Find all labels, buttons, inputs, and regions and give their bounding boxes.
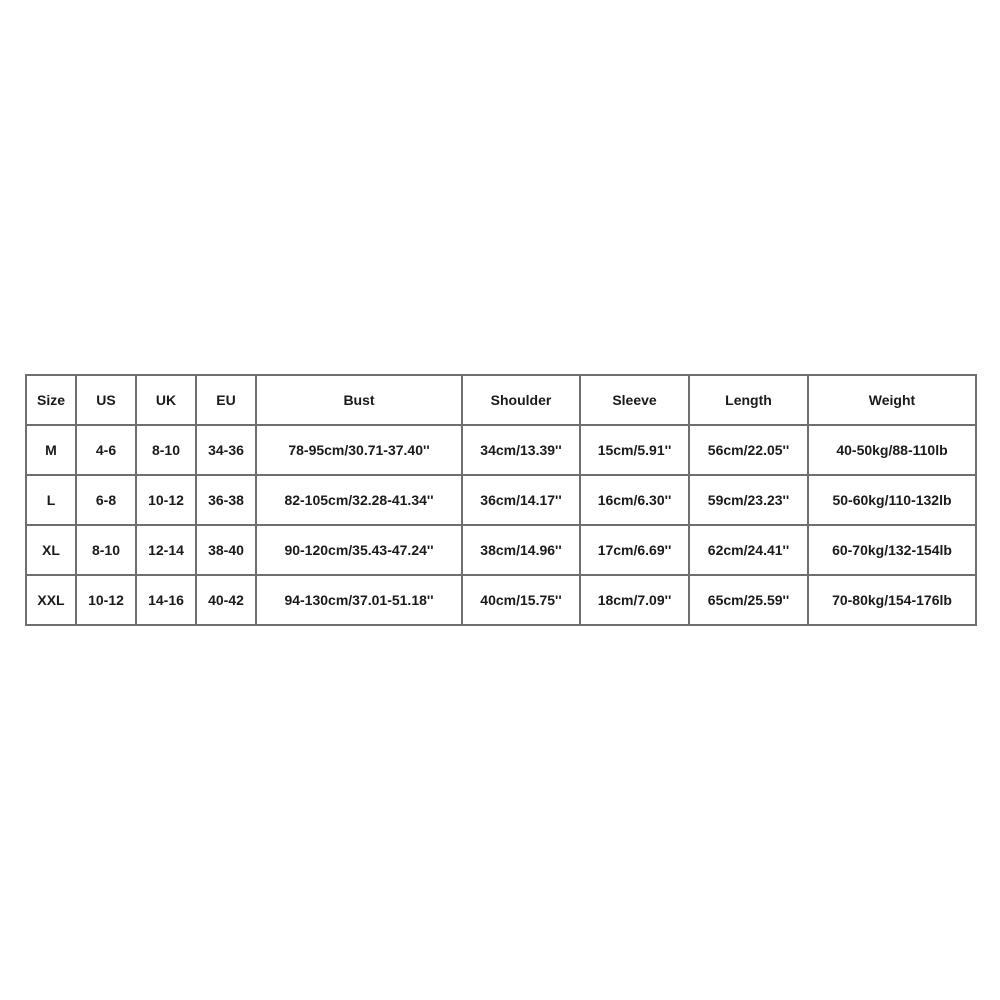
cell-eu: 40-42 (196, 575, 256, 625)
cell-shoulder: 36cm/14.17'' (462, 475, 580, 525)
cell-us: 4-6 (76, 425, 136, 475)
table-row (26, 425, 976, 475)
cell-size: XXL (26, 575, 76, 625)
header-sleeve: Sleeve (580, 375, 689, 425)
cell-bust: 94-130cm/37.01-51.18'' (256, 575, 462, 625)
cell-length: 62cm/24.41'' (689, 525, 808, 575)
table-row (26, 575, 976, 625)
header-size: Size (26, 375, 76, 425)
cell-weight: 60-70kg/132-154lb (808, 525, 976, 575)
cell-weight: 40-50kg/88-110lb (808, 425, 976, 475)
cell-uk: 10-12 (136, 475, 196, 525)
cell-bust: 82-105cm/32.28-41.34'' (256, 475, 462, 525)
cell-bust: 78-95cm/30.71-37.40'' (256, 425, 462, 475)
size-chart (25, 374, 975, 625)
cell-length: 65cm/25.59'' (689, 575, 808, 625)
cell-eu: 34-36 (196, 425, 256, 475)
cell-sleeve: 16cm/6.30'' (580, 475, 689, 525)
cell-us: 6-8 (76, 475, 136, 525)
header-shoulder: Shoulder (462, 375, 580, 425)
cell-size: L (26, 475, 76, 525)
cell-eu: 38-40 (196, 525, 256, 575)
cell-shoulder: 34cm/13.39'' (462, 425, 580, 475)
cell-uk: 14-16 (136, 575, 196, 625)
header-weight: Weight (808, 375, 976, 425)
table-row (26, 475, 976, 525)
cell-us: 8-10 (76, 525, 136, 575)
cell-weight: 50-60kg/110-132lb (808, 475, 976, 525)
header-bust: Bust (256, 375, 462, 425)
header-eu: EU (196, 375, 256, 425)
cell-sleeve: 18cm/7.09'' (580, 575, 689, 625)
table-header-row (26, 375, 976, 425)
cell-uk: 8-10 (136, 425, 196, 475)
table-row (26, 525, 976, 575)
cell-bust: 90-120cm/35.43-47.24'' (256, 525, 462, 575)
cell-eu: 36-38 (196, 475, 256, 525)
cell-length: 59cm/23.23'' (689, 475, 808, 525)
header-length: Length (689, 375, 808, 425)
cell-length: 56cm/22.05'' (689, 425, 808, 475)
cell-size: M (26, 425, 76, 475)
cell-size: XL (26, 525, 76, 575)
cell-uk: 12-14 (136, 525, 196, 575)
header-us: US (76, 375, 136, 425)
cell-shoulder: 40cm/15.75'' (462, 575, 580, 625)
cell-sleeve: 15cm/5.91'' (580, 425, 689, 475)
size-table (25, 374, 977, 626)
cell-shoulder: 38cm/14.96'' (462, 525, 580, 575)
cell-us: 10-12 (76, 575, 136, 625)
header-uk: UK (136, 375, 196, 425)
cell-weight: 70-80kg/154-176lb (808, 575, 976, 625)
cell-sleeve: 17cm/6.69'' (580, 525, 689, 575)
